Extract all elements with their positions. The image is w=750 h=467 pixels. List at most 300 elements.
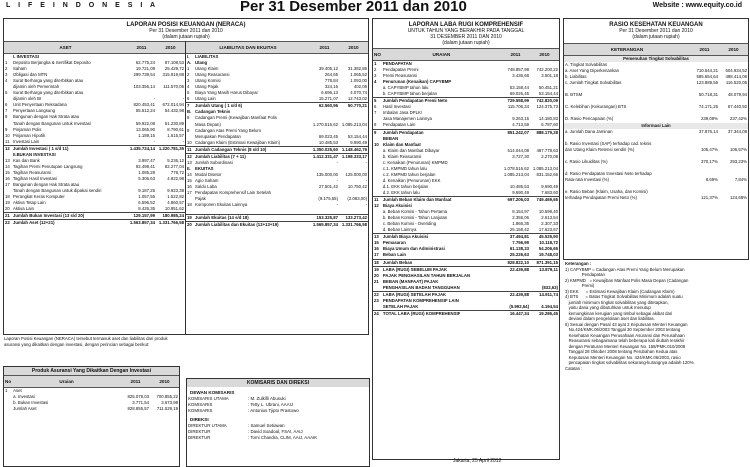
income-row <box>373 259 559 266</box>
liability-row-2011: 1.350.025,60 <box>310 146 339 153</box>
asset-row-2010: 51.230,89 <box>164 120 184 126</box>
note-line: Tanggal 28 Oktober 2008 tentang Perubahan Kedua atas <box>565 349 678 354</box>
income-row-2011: 22.439,88 <box>501 266 530 273</box>
income-row-2010: 50.451,21 <box>538 85 558 91</box>
income-row-2010: 19.748,03 <box>538 252 558 258</box>
income-row-label: Pemasaran <box>382 240 406 246</box>
unitlink-title: Produk Asuransi Yang Dikaitkan Dengan Investasi <box>4 367 179 375</box>
income-row-label: Biaya Umum dan Administrasi <box>382 246 445 252</box>
income-row-2010: 13.879,11 <box>530 266 559 273</box>
neraca-unit: (dalam jutaan rupiah) <box>162 34 210 40</box>
solvency-row-label: B. BTSM <box>565 92 583 98</box>
liability-row-no: 11 <box>186 146 194 153</box>
liability-row-label: Utang Reasuransi <box>195 72 230 78</box>
income-row-2011: 697.206,03 <box>501 197 530 204</box>
income-row-2011: 61.138,33 <box>509 246 529 252</box>
liability-row-label: Modal Disetor <box>195 171 222 177</box>
direksi-name: : David Soadoal, FSAI, AAIJ <box>248 429 303 435</box>
income-row-2010: (832,63) <box>541 284 558 290</box>
info-row-label: terhadap Pendapatan Premi Neto (%) <box>565 195 637 201</box>
liability-row-2011: 1.412.331,47 <box>310 153 339 160</box>
asset-row-no: 8 <box>5 114 8 120</box>
liability-row-2010: 1.148.462,76 <box>339 146 368 153</box>
income-row-2011: 514.044,08 <box>507 147 529 153</box>
income-row-label: Jumlah Beban <box>382 259 501 266</box>
info-row-2010: 37.344,08 <box>727 128 747 134</box>
liability-row-no: 14 <box>187 171 192 177</box>
labarugi-panel <box>372 18 560 460</box>
asset-row-2010: 1.615,57 <box>167 132 184 138</box>
asset-row-2010: 180.985,24 <box>156 213 185 220</box>
info-row-2010: 106,57% <box>730 146 747 152</box>
liability-row-label: Pajak <box>195 196 206 202</box>
liab-col-label: LIABILITAS DAN EKUITAS <box>186 42 310 54</box>
income-row-2011: 115.706,34 <box>507 104 529 110</box>
income-row-label: LABA (RUGI) SEBELUM PAJAK <box>382 266 501 273</box>
note-line: pencapaian tingkat solvabilitas sekurang-kurangnya adalah 120%. <box>565 360 695 365</box>
rasio-notes <box>565 261 747 371</box>
income-row-2011: 1.866,35 <box>512 221 529 227</box>
income-row-2011: 748.857,98 <box>507 67 529 73</box>
note-line: deviasi dalam pengelolaan aset dan liabilitas. <box>565 316 655 321</box>
direksi-name: : Samuel Setiawan <box>248 423 285 429</box>
asset-row-2011: 55.512,24 <box>135 108 155 114</box>
solvency-row-2011: 123.889,56 <box>696 80 718 86</box>
rasio-panel <box>563 18 749 260</box>
liability-row-label: Jumlah Liabilitas dan Ekuitas (12+13+19) <box>194 222 310 229</box>
info-row-label: a. Jumlah Dana Jaminan <box>565 128 613 134</box>
income-row-2010: 19.286,45 <box>530 310 559 317</box>
solvency-row-2010: 67.440,92 <box>727 104 747 110</box>
unitlink-col-2010: 2010 <box>150 376 179 388</box>
income-row-2010: 14.180,83 <box>538 116 558 122</box>
income-row-2011: 10.485,53 <box>509 183 529 189</box>
asset-row-2011: 92.499,41 <box>135 163 155 169</box>
liability-row-no: 4 <box>187 84 190 90</box>
asset-row-2010: 8.790,61 <box>167 126 184 132</box>
neraca-panel <box>3 18 369 335</box>
liability-row-2010: 133.273,42 <box>339 215 368 222</box>
income-row-2010: 749.469,65 <box>530 197 559 204</box>
liability-row-no: 5 <box>187 90 190 96</box>
asset-row-2011: 1.435.724,14 <box>127 145 156 152</box>
income-row-2011: 25.158,42 <box>509 227 529 233</box>
liability-row-no: 9 <box>187 127 190 133</box>
liability-row-2010: 1.065,52 <box>350 72 367 78</box>
income-row-no: 3 <box>374 73 377 79</box>
liability-row-label: Komponen Ekuitas Lainnya <box>195 202 248 208</box>
income-row-2010: 45.525,90 <box>530 234 559 241</box>
liability-row-label: Cadangan Klaim (Estimasi Kewajiban Klaim) <box>195 139 281 145</box>
asset-row-label: Jumlah Investasi ( 1 s/d 11) <box>12 145 127 152</box>
unitlink-row-2010: 711.529,19 <box>156 406 178 412</box>
asset-row-no: 1 <box>5 60 8 66</box>
income-row-label: b. CAPYBMP tahun berjalan <box>382 91 438 97</box>
liability-row-2011: (9.175,55) <box>318 196 338 202</box>
note-line: Catatan : <box>565 365 583 371</box>
asset-row-label: dijamin oleh BI <box>13 96 42 102</box>
income-row-2010: 831.152,66 <box>536 171 558 177</box>
liability-row-2011: - <box>336 159 338 165</box>
asset-row-no: 15 <box>5 169 10 175</box>
income-row-2011: 851.242,07 <box>501 129 530 136</box>
liability-row-2010: 402,06 <box>353 84 367 90</box>
asset-row-no: 4 <box>5 78 8 84</box>
income-row-2011: 8.154,97 <box>512 209 529 215</box>
solvency-row-2011: 710.544,21 <box>696 68 718 74</box>
asset-row-label: Pinjaman Polis <box>13 126 42 132</box>
income-row-no: 1 <box>374 61 377 66</box>
income-row-label: Klaim dan Manfaat <box>382 141 421 147</box>
income-row-2010: 6.787,60 <box>541 122 558 128</box>
asset-row-label: Tagihan Hasil Investasi <box>13 175 57 181</box>
income-row-no: 12 <box>374 203 379 209</box>
asset-row-2011: 3.997,47 <box>138 157 155 163</box>
asset-row-label: Jumlah Bukan Investasi (13 s/d 20) <box>12 213 127 220</box>
income-row-no: 13 <box>373 234 382 241</box>
income-row-label: Jumlah Pendapatan <box>382 129 501 136</box>
liability-row-no: I. <box>187 54 190 59</box>
unitlink-table <box>4 375 179 412</box>
direksi-role: DIREKTUR <box>188 435 211 441</box>
asset-row-label: dijamin oleh Pemerintah <box>13 84 60 90</box>
komisaris-role: KOMISARIS <box>188 408 213 414</box>
income-row-2011: 25.226,63 <box>509 252 529 258</box>
income-row-label: TOTAL LABA (RUGI) KOMPREHENSIF <box>382 310 501 317</box>
income-row-label: Imbalan Jasa DPLK/ <box>382 110 423 116</box>
liability-row-label: EKUITAS <box>195 165 214 171</box>
income-row-2011: 53.158,44 <box>509 85 529 91</box>
liabilities-table <box>186 41 368 228</box>
income-row-no: 2 <box>374 67 377 73</box>
note-line: 1) CAPYBMP = Cadangan Atas Premi Yang Belum Merupakan <box>565 266 685 272</box>
asset-row-label: Perangkat Keras Komputer <box>13 194 65 200</box>
unitlink-row-2010: 3.673,98 <box>161 400 178 406</box>
komisaris-name: : Tetty L. Ubrani, AAAIJ <box>248 402 294 408</box>
income-row-2011: 7.756,99 <box>512 240 529 246</box>
rasio-unit: (dalam jutaan rupiah) <box>632 34 680 40</box>
info-row-label: e. Rasio Beban (Klaim, Usaha, dan Komisi) <box>565 189 648 195</box>
liability-row-2011: 778,84 <box>324 78 338 84</box>
unitlink-col-no: No <box>4 376 12 388</box>
asset-row-label: Tagihan Reasuransi <box>13 169 51 175</box>
komisaris-title: KOMISARIS DAN DIREKSI <box>187 379 369 387</box>
asset-row-2010: 87.108,53 <box>164 60 184 66</box>
income-row-2010: 124.375,73 <box>536 104 558 110</box>
liability-row-no: 2 <box>187 72 190 78</box>
solvency-row-label: A. Tingkat Solvabilitas <box>565 62 608 68</box>
income-row-2010: 54.206,65 <box>538 246 558 252</box>
neraca-note: Laporan Posisi Keuangan (NERACA) tersebut termasuk aset dan liabilitas dari produk asuransi yang dikaitkan dengan investasi, dengan perincian sebagai berikut: <box>4 336 168 347</box>
income-row-2010: 3.501,18 <box>541 73 558 79</box>
liability-row-label: Agio Saham <box>195 177 219 183</box>
note-line: No.424/KMK.06/2003 Tanggal 30 September 2003 tentang <box>565 327 681 332</box>
liability-row-2011: 27.501,42 <box>318 183 338 189</box>
asset-row-label: Pinjaman Hipotik <box>13 132 46 138</box>
komisaris-role: KOMISARIS UTAMA <box>188 396 229 402</box>
liability-row-label: Jumlah Subordinasi <box>195 159 233 165</box>
liability-row-2010: 10.750,42 <box>347 183 367 189</box>
liability-row-no: 15 <box>187 177 192 183</box>
asset-row-no: 5 <box>5 90 8 96</box>
unitlink-row-label: Jumlah Aset <box>13 406 37 412</box>
income-row-2010: 4.194,54 <box>541 303 558 309</box>
note-line: dengan Peraturan Menteri Keuangan No. 158/PMK.010/2008 <box>565 343 686 349</box>
income-row-label: Beban Lain <box>382 252 407 258</box>
income-row-label: Jasa Manajemen Lainnya <box>382 116 432 122</box>
solvency-row-2011: 239,09% <box>701 116 718 122</box>
asset-row-label: Aktiva Tetap Lain <box>13 200 46 206</box>
income-row-2010: 1.085.213,04 <box>532 165 558 171</box>
unitlink-row <box>4 406 179 412</box>
labarugi-sub2: 31 DESEMBER 2011 DAN 2010 <box>430 34 502 40</box>
liability-row-no: 19 <box>186 215 194 222</box>
income-row-2010: 14.911,74 <box>530 291 559 298</box>
asset-row-label: Aktiva Lain <box>13 206 35 212</box>
asset-row-label: Obligasi dan MTN <box>13 72 48 78</box>
asset-row-label: Tanah dengan Bangunan untuk dipakai sendiri <box>13 188 102 194</box>
income-row-label: d.2. EKK tahun lalu <box>382 189 420 195</box>
income-row-2010: 742.820,09 <box>530 98 559 105</box>
liability-row-label: Jumlah Cadangan Teknis (8 s/d 10) <box>194 146 310 153</box>
neraca-subtitle: Per 31 Desember 2011 dan 2010 <box>149 28 223 34</box>
website-text: Website : www.equity.co.id <box>652 2 742 9</box>
asset-row-no: 16 <box>5 175 10 181</box>
income-row-no: 6 <box>374 104 377 110</box>
income-row-2011: 1.078.516,62 <box>503 165 529 171</box>
liability-row-label: Cadangan Premi (Kewajiban Manfaat Polis <box>195 115 277 121</box>
liability-row-label: Cadangan Teknis <box>195 109 231 115</box>
income-row-2010: 7.683,60 <box>541 189 558 195</box>
solvency-row-label: D. Rasio Pencapaian (%) <box>565 116 614 122</box>
liability-row-no: 17 <box>187 190 192 196</box>
liability-row-2010: - <box>365 159 367 165</box>
unitlink-col-label: Uraian <box>12 376 121 388</box>
income-row-label: b. Klaim Reasuransi <box>382 153 422 159</box>
asset-row-label: Investasi Lain <box>13 138 40 144</box>
asset-row-2011: 129.157,99 <box>127 213 156 220</box>
solvency-row-2011: 585.654,64 <box>696 74 718 80</box>
income-row-2010: 53.154,44 <box>538 91 558 97</box>
liabilities-section <box>186 41 368 228</box>
liability-row-no: A. <box>187 60 192 66</box>
unitlink-row-no <box>4 406 12 412</box>
liability-row-label: Cadangan Atas Premi Yang Belum <box>195 127 262 133</box>
income-row-2011: 9.263,15 <box>512 116 529 122</box>
income-row-2010: 10.118,72 <box>539 240 558 246</box>
asset-row-no: 21 <box>4 213 12 220</box>
income-row-no: 16 <box>374 246 379 252</box>
note-line: Premi) <box>565 283 595 288</box>
income-row-2011: 3.727,30 <box>512 153 529 159</box>
liability-row-label: Masa Depan) <box>195 121 221 127</box>
asset-row-2011: 19.721,09 <box>135 66 155 72</box>
income-row-label: BEBAN (MANFAAT) PAJAK <box>382 278 439 284</box>
info-row-label: dan Utang Klaim Retensi sendiri (%) <box>565 146 635 152</box>
liability-row-label: Utang Komisi <box>195 78 221 84</box>
neraca-title: LAPORAN POSISI KEUANGAN (NERACA) <box>126 22 246 28</box>
asset-row-2010: 25.429,72 <box>164 66 184 72</box>
info-row-label: d. Rasio Pendapatan Investasi Neto terhadap <box>565 170 652 176</box>
asset-row-label: Unit Penyertaan Reksadana <box>13 102 67 108</box>
income-row-no: 23 <box>374 297 379 303</box>
asset-row-2011: 13.065,90 <box>135 126 155 132</box>
income-row-2011: 16.447,34 <box>501 310 530 317</box>
note-line: jumlah minimum tingkat solvabilitas yang ditetapkan, <box>565 299 669 305</box>
solvency-row-2011: 74.171,25 <box>698 104 718 110</box>
income-row-2010: 2.307,33 <box>541 221 558 227</box>
income-row-2010: 742.200,22 <box>536 67 558 73</box>
asset-row-2011: - <box>153 138 155 144</box>
income-row-2011: 22.439,88 <box>501 291 530 298</box>
notes-title: Keterangan : <box>565 261 592 266</box>
asset-row-no: 13 <box>5 157 10 163</box>
liability-row-label: Pendapatan Komprehensif Lain Setelah <box>195 190 271 196</box>
income-row-label: Pendapatan Lain <box>382 122 416 128</box>
solvency-row-2010: 604.934,52 <box>725 68 747 74</box>
solvency-row-label: b. Liabilitas <box>565 74 587 80</box>
asset-row-no: 6 <box>5 102 8 108</box>
note-line: Reasuransi sebagaimana telah beberapa kali diubah terakhir <box>565 338 685 343</box>
liability-row-2010: 4.070,74 <box>350 90 367 96</box>
asset-row-label: Jumlah Aset (12+21) <box>12 220 127 227</box>
komisaris-name: : Antonius Tjipto Prastowo <box>248 408 299 414</box>
asset-row-2010: 778,72 <box>170 169 184 175</box>
asset-row <box>4 220 185 227</box>
income-row-2010: 17.623,67 <box>538 227 558 233</box>
unitlink-row-2011: 3.771,54 <box>132 400 149 406</box>
income-row-2011: 1.085.213,04 <box>503 171 529 177</box>
direksi-heading: DIREKSI <box>190 417 209 423</box>
note-line: 4) BTS = Batas Tingkat Solvabilitas Minimum adalah suatu <box>565 294 683 299</box>
income-row-no: 7 <box>374 110 377 116</box>
unitlink-row-2010: 700.855,22 <box>156 394 178 400</box>
liability-row-2010: - <box>365 177 367 183</box>
info-row-2011: 370,17% <box>701 158 718 164</box>
income-row-2011: 37.494,81 <box>501 234 530 241</box>
liability-row-2010: 1.093,00 <box>350 78 367 84</box>
komisaris-board-heading: DEWAN KOMISARIS <box>190 390 235 395</box>
note-line: 3) EKK = Estimasi Kewajiban Klaim (Cadangan Klaim) <box>565 288 675 294</box>
asset-row-2011: 1.563.857,34 <box>127 220 156 227</box>
asset-row-no: 22 <box>4 220 12 227</box>
income-row-label: PENGHASILAN BADAN TANGGUHAN <box>382 284 460 290</box>
liability-row-2010: 53.154,44 <box>347 133 367 139</box>
note-line: Pendapatan <box>565 272 605 277</box>
income-row-label: b. Beban Komisi - Tahun Lanjutan <box>382 215 448 221</box>
income-row-2011: 4.713,59 <box>512 122 529 128</box>
neraca-header <box>4 19 368 40</box>
rasio-table <box>564 43 748 201</box>
info-row-label: c. Rasio Likuiditas (%) <box>565 158 608 164</box>
asset-row-label: I. INVESTASI <box>13 54 39 59</box>
liability-row-label: Saldo Laba <box>195 183 217 189</box>
income-row-2010: 487.778,63 <box>536 147 558 153</box>
unitlink-row-no: 1 <box>5 388 8 393</box>
liability-row-no: 10 <box>187 139 192 145</box>
liability-row-2010: 1.085.213,04 <box>341 121 367 127</box>
liability-row-2011: 62.560,96 <box>310 103 339 110</box>
asset-row-2010: 672.014,94 <box>162 102 184 108</box>
liability-row-2011: 39.405,12 <box>318 66 338 72</box>
direksi-role: DIREKTUR <box>188 429 211 435</box>
income-row-label: Jumlah Biaya Akuisisi <box>382 234 501 241</box>
income-row-no: 8 <box>374 122 377 128</box>
liability-row-2011: - <box>336 202 338 208</box>
rasio-header <box>564 19 748 40</box>
income-row-label: c.1. KMPMD tahun lalu <box>382 165 427 171</box>
income-row-label: d. Kenaikan (Penurunan) EKK <box>382 177 441 183</box>
income-row-no: 21 <box>374 278 379 284</box>
asset-row-label: Tagihan Premi Penutupan Langsung <box>13 163 83 169</box>
liability-row-no: 12 <box>186 153 194 160</box>
asset-row-no: 11 <box>5 138 10 144</box>
note-line: 5) Sesuai dengan Pasal 43 ayat 2 Keputusan Menteri Keuangan <box>565 321 688 327</box>
income-row-label: d.1. EKK tahun berjalan <box>382 183 429 189</box>
income-row-label: c. Beban Komisi - Overiding <box>382 221 437 227</box>
asset-row-2010: 4.922,98 <box>167 175 184 181</box>
income-row-2010: 9.690,49 <box>541 183 558 189</box>
rasio-section-info: Informasi Lain <box>564 123 748 129</box>
info-row-label: Rata-rata Investasi (%) <box>565 176 609 182</box>
income-row-label: Pendapatan Premi <box>382 67 419 73</box>
info-row <box>564 195 748 201</box>
income-row-label: a. CAPYBMP tahun lalu <box>382 85 429 91</box>
income-row-label: PENDAPATAN KOMPREHENSIF LAIN <box>382 297 459 303</box>
solvency-row-2010: 237,42% <box>730 116 747 122</box>
liability-row-label: Utang <box>195 60 208 66</box>
unitlink-col-2011: 2011 <box>121 376 150 388</box>
note-line: Kesehatan Keuangan Perusahaan Asuransi dan Perusahaan <box>565 332 685 338</box>
asset-row-label: Surat Berharga yang diterbitkan atau <box>13 90 84 96</box>
signing-date: Jakarta, 25 April 2012 <box>453 458 502 464</box>
income-row-label: Jumlah Beban Klaim dan Manfaat <box>382 197 501 204</box>
assets-col-label: ASET <box>4 42 127 54</box>
asset-row-label: Surat Berharga yang diterbitkan atau <box>13 78 84 84</box>
income-row-no: 19 <box>373 266 382 273</box>
asset-row-2010: 315.919,88 <box>162 72 184 78</box>
info-row-2011: 8,69% <box>705 176 718 182</box>
liability-row-2011: 1.270.516,62 <box>312 121 338 127</box>
liability-row-2010: 31.382,86 <box>347 66 367 72</box>
income-row-2010: 888.179,28 <box>530 129 559 136</box>
liability-row-2011: 264,65 <box>324 72 338 78</box>
labarugi-col-2010: 2010 <box>530 49 559 61</box>
income-row-no: 24 <box>373 310 382 317</box>
liability-row-2010: 125.000,00 <box>345 171 367 177</box>
asset-row-2010: - <box>182 96 184 102</box>
income-row-2010: 871.391,15 <box>530 259 559 266</box>
income-row-no: 11 <box>373 197 382 204</box>
income-row-no: 20 <box>374 272 379 278</box>
direksi-row <box>187 435 369 441</box>
liability-row-2011: 69.023,45 <box>318 133 338 139</box>
income-row <box>373 310 559 317</box>
asset-row-2011: 1.085,28 <box>138 169 155 175</box>
income-row-2010: 2.270,08 <box>541 153 558 159</box>
komisaris-list <box>187 396 369 414</box>
asset-row-label: Bangunan dengan Hak Strata atau <box>13 114 80 120</box>
asset-row-2011: 5.306,63 <box>138 175 155 181</box>
income-row-label: PENDAPATAN <box>382 61 412 66</box>
asset-row-2011: 820.453,41 <box>133 102 155 108</box>
asset-row-2011: 9.187,25 <box>138 188 155 194</box>
note-line: yaitu dana yang dibutuhkan untuk menutup <box>565 305 651 310</box>
asset-row-no: 12 <box>4 145 12 152</box>
labarugi-col-no: NO <box>373 49 382 61</box>
income-row-label: d. Beban Lainnya <box>382 227 417 233</box>
income-row-2010: 10.599,40 <box>538 209 558 215</box>
